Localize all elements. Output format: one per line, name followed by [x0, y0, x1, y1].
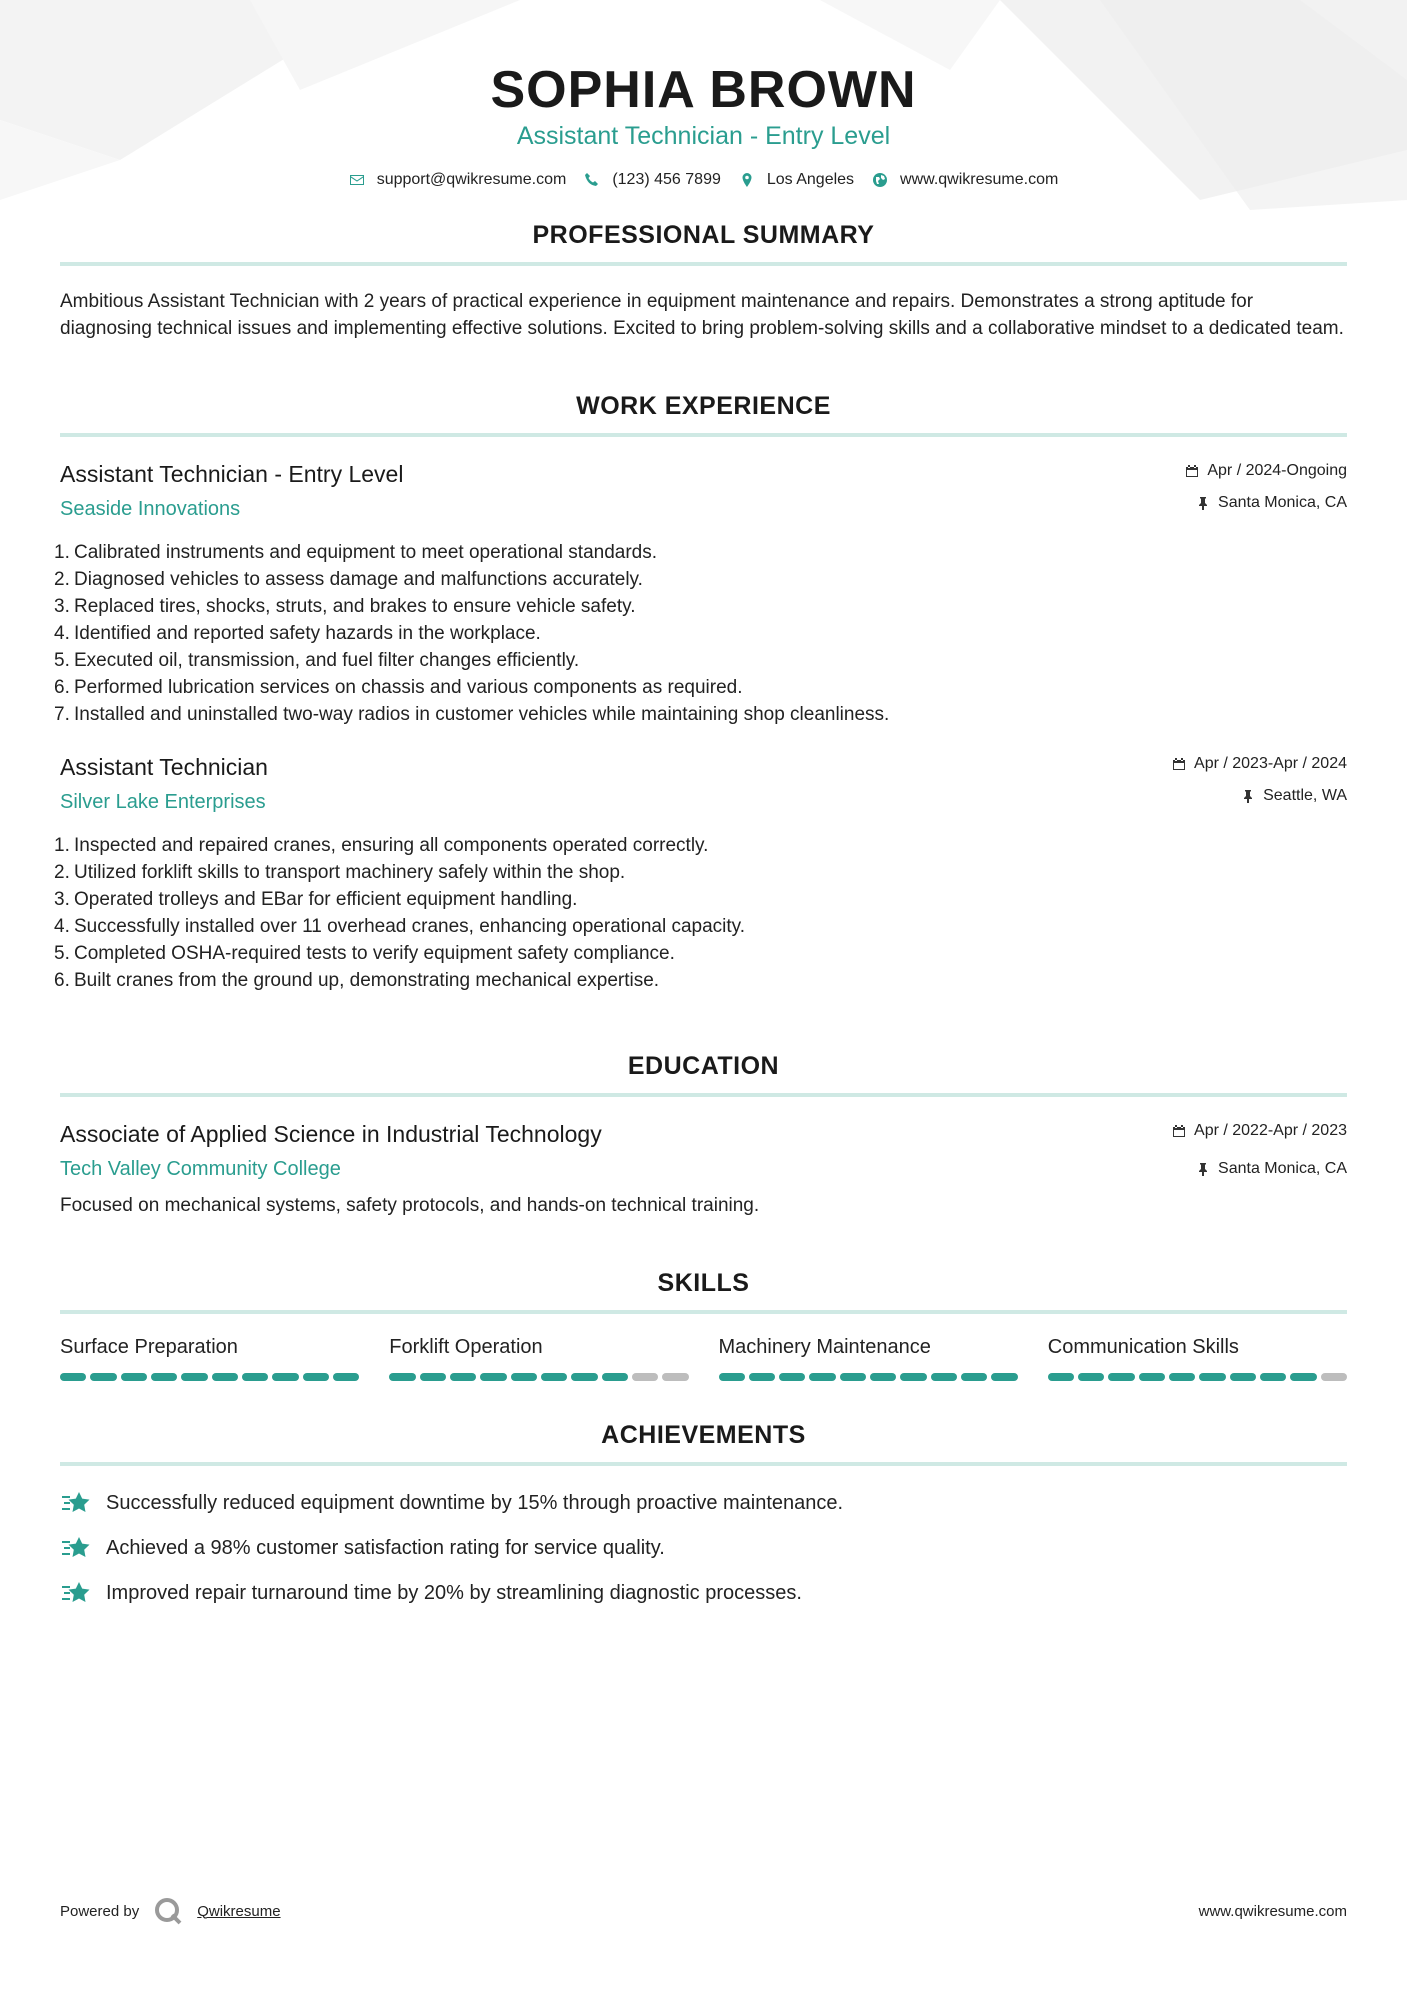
education-location: Santa Monica, CA — [1218, 1160, 1347, 1177]
location-text: Los Angeles — [766, 171, 855, 188]
list-item: Performed lubrication services on chassis and various components as required. — [74, 677, 743, 698]
list-item: Replaced tires, shocks, struts, and brakes to ensure vehicle safety. — [74, 596, 636, 617]
skill-segment-filled — [1260, 1373, 1286, 1381]
contact-email[interactable] — [349, 171, 567, 189]
skill-segment-filled — [242, 1373, 268, 1381]
skill-name: Communication Skills — [1047, 1336, 1239, 1358]
skill-segment-filled — [1230, 1373, 1256, 1381]
skill-segment-filled — [571, 1373, 597, 1381]
contact-bar — [60, 171, 1347, 189]
degree-title: Associate of Applied Science in Industrial Technology — [60, 1121, 602, 1147]
star-icon — [60, 1579, 92, 1607]
skill-item — [719, 1336, 1018, 1381]
skill-level-bar — [719, 1373, 1018, 1381]
phone-text: (123) 456 7899 — [612, 171, 721, 188]
achievement-text: Improved repair turnaround time by 20% by streamlining diagnostic processes. — [106, 1581, 802, 1604]
skill-name: Surface Preparation — [60, 1336, 238, 1358]
work-section-title: WORK EXPERIENCE — [60, 392, 1347, 437]
skill-segment-filled — [90, 1373, 116, 1381]
skill-segment-filled — [840, 1373, 866, 1381]
calendar-icon — [1185, 464, 1199, 478]
skill-name: Machinery Maintenance — [718, 1336, 931, 1358]
pushpin-icon — [1241, 789, 1255, 803]
summary-text: Ambitious Assistant Technician with 2 years of practical experience in equipment maintenance and repairs. Demonstrates a strong aptitude for diagnosing technical issues and implementing effective solutions. Excited to bring problem-solving skills and a collaborative mindset to a dedicated team. — [60, 291, 1344, 339]
skill-segment-empty — [1321, 1373, 1347, 1381]
skill-segment-filled — [420, 1373, 446, 1381]
candidate-name: SOPHIA BROWN — [490, 61, 917, 119]
skills-grid — [60, 1336, 1347, 1381]
school-name: Tech Valley Community College — [60, 1158, 341, 1180]
list-item: Successfully installed over 11 overhead cranes, enhancing operational capacity. — [74, 916, 746, 937]
achievement-item — [60, 1488, 1347, 1518]
skill-segment-filled — [900, 1373, 926, 1381]
skill-segment-filled — [749, 1373, 775, 1381]
star-icon — [60, 1489, 92, 1517]
skill-segment-filled — [1199, 1373, 1225, 1381]
website-text: www.qwikresume.com — [900, 171, 1059, 188]
skills-section-title: SKILLS — [60, 1269, 1347, 1314]
skill-segment-filled — [541, 1373, 567, 1381]
star-icon — [60, 1534, 92, 1562]
skill-segment-filled — [389, 1373, 415, 1381]
footer-website-link[interactable]: www.qwikresume.com — [1198, 1902, 1347, 1920]
skill-item — [60, 1336, 359, 1381]
skill-segment-filled — [1078, 1373, 1104, 1381]
skill-segment-empty — [662, 1373, 688, 1381]
skill-segment-filled — [303, 1373, 329, 1381]
job-dates: Apr / 2024-Ongoing — [1207, 462, 1347, 479]
skill-segment-filled — [181, 1373, 207, 1381]
page-footer — [60, 1896, 1347, 1926]
contact-phone[interactable] — [584, 171, 721, 189]
skill-name: Forklift Operation — [389, 1336, 543, 1358]
skill-level-bar — [60, 1373, 359, 1381]
job-entry — [60, 754, 1347, 994]
job-title: Assistant Technician - Entry Level — [60, 461, 404, 487]
contact-website[interactable] — [872, 171, 1058, 189]
achievements-section-title: ACHIEVEMENTS — [60, 1421, 1347, 1466]
skill-level-bar — [1048, 1373, 1347, 1381]
contact-location — [739, 171, 854, 189]
list-item: Calibrated instruments and equipment to meet operational standards. — [74, 542, 658, 563]
skill-segment-empty — [632, 1373, 658, 1381]
candidate-title: Assistant Technician - Entry Level — [516, 122, 891, 150]
list-item: Executed oil, transmission, and fuel filter changes efficiently. — [74, 650, 580, 671]
company-name: Seaside Innovations — [60, 498, 241, 520]
list-item: Utilized forklift skills to transport machinery safely within the shop. — [74, 862, 626, 883]
skill-level-bar — [389, 1373, 688, 1381]
achievement-text: Successfully reduced equipment downtime by 15% through proactive maintenance. — [106, 1491, 844, 1514]
phone-icon — [584, 172, 600, 188]
list-item: Built cranes from the ground up, demonstrating mechanical expertise. — [74, 970, 660, 991]
skill-item — [1048, 1336, 1347, 1381]
email-text: support@qwikresume.com — [376, 171, 567, 188]
calendar-icon — [1172, 757, 1186, 771]
skill-segment-filled — [931, 1373, 957, 1381]
job-entry — [60, 461, 1347, 728]
skill-segment-filled — [60, 1373, 86, 1381]
skill-segment-filled — [1290, 1373, 1316, 1381]
skill-segment-filled — [809, 1373, 835, 1381]
skill-segment-filled — [602, 1373, 628, 1381]
list-item: Inspected and repaired cranes, ensuring all components operated correctly. — [74, 835, 709, 856]
achievements-list — [60, 1488, 1347, 1608]
list-item: Installed and uninstalled two-way radios in customer vehicles while maintaining shop cleanliness. — [74, 704, 890, 725]
skill-segment-filled — [1048, 1373, 1074, 1381]
list-item: Identified and reported safety hazards in the workplace. — [74, 623, 541, 644]
job-dates: Apr / 2023-Apr / 2024 — [1194, 755, 1347, 772]
job-location: Santa Monica, CA — [1218, 494, 1347, 511]
skill-segment-filled — [1108, 1373, 1134, 1381]
skill-segment-filled — [151, 1373, 177, 1381]
achievement-item — [60, 1533, 1347, 1563]
duties-list — [60, 539, 1347, 728]
skill-segment-filled — [480, 1373, 506, 1381]
calendar-icon — [1172, 1124, 1186, 1138]
skill-segment-filled — [779, 1373, 805, 1381]
powered-by-label: Powered by — [60, 1902, 140, 1920]
list-item: Diagnosed vehicles to assess damage and malfunctions accurately. — [74, 569, 643, 590]
company-name: Silver Lake Enterprises — [60, 791, 266, 813]
achievement-text: Achieved a 98% customer satisfaction rating for service quality. — [106, 1536, 665, 1559]
skill-segment-filled — [719, 1373, 745, 1381]
envelope-icon — [349, 172, 365, 188]
skill-segment-filled — [121, 1373, 147, 1381]
list-item: Completed OSHA-required tests to verify equipment safety compliance. — [74, 943, 675, 964]
brand-link[interactable]: Qwikresume — [197, 1902, 281, 1920]
pushpin-icon — [1196, 1162, 1210, 1176]
achievement-item — [60, 1578, 1347, 1608]
education-dates: Apr / 2022-Apr / 2023 — [1194, 1122, 1347, 1139]
skill-segment-filled — [511, 1373, 537, 1381]
skill-segment-filled — [1169, 1373, 1195, 1381]
skill-segment-filled — [870, 1373, 896, 1381]
job-location: Seattle, WA — [1263, 787, 1347, 804]
skill-segment-filled — [450, 1373, 476, 1381]
qwikresume-logo-icon — [153, 1896, 183, 1926]
skill-segment-filled — [991, 1373, 1017, 1381]
job-title: Assistant Technician — [60, 754, 268, 780]
resume-header — [60, 0, 1347, 189]
skill-segment-filled — [1139, 1373, 1165, 1381]
skill-segment-filled — [272, 1373, 298, 1381]
skill-segment-filled — [333, 1373, 359, 1381]
map-pin-icon — [739, 172, 755, 188]
education-entry — [60, 1121, 1347, 1217]
skill-segment-filled — [961, 1373, 987, 1381]
skill-item — [389, 1336, 688, 1381]
skill-segment-filled — [212, 1373, 238, 1381]
education-section-title: EDUCATION — [60, 1052, 1347, 1097]
education-description: Focused on mechanical systems, safety protocols, and hands-on technical training. — [60, 1195, 760, 1216]
duties-list — [60, 832, 1347, 994]
pushpin-icon — [1196, 496, 1210, 510]
summary-section-title: PROFESSIONAL SUMMARY — [60, 221, 1347, 266]
globe-icon — [872, 172, 888, 188]
list-item: Operated trolleys and EBar for efficient equipment handling. — [74, 889, 578, 910]
